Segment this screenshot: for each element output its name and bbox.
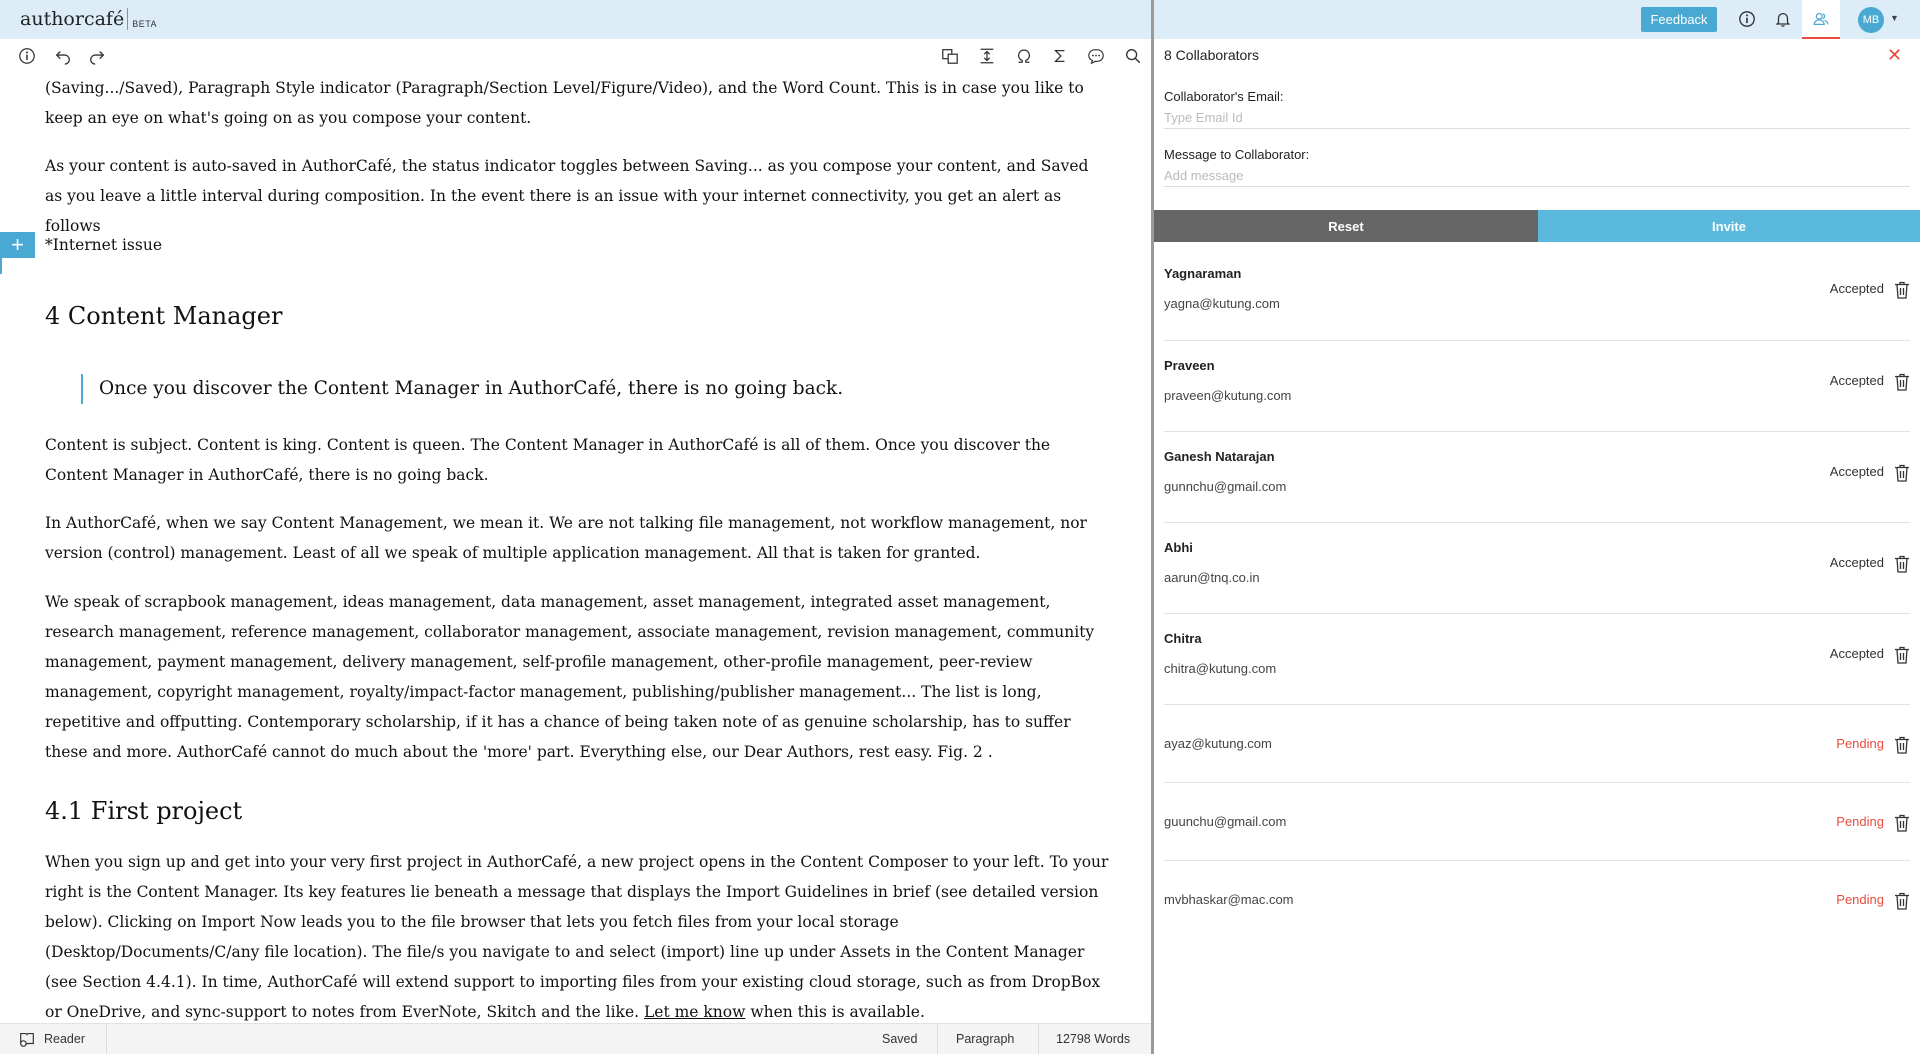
info-icon[interactable]	[16, 45, 38, 67]
collaborator-row	[1164, 783, 1910, 861]
collaborators-panel	[1154, 39, 1920, 1054]
reader-icon	[18, 1030, 36, 1048]
info-icon[interactable]	[1736, 8, 1758, 30]
collaborator-name: Praveen	[1164, 358, 1215, 373]
paragraph-style-indicator: Paragraph	[956, 1032, 1015, 1046]
top-bar	[0, 0, 1920, 39]
email-label: Collaborator's Email:	[1164, 89, 1284, 104]
status-badge: Accepted	[1829, 646, 1884, 661]
redo-icon[interactable]	[86, 45, 108, 67]
feedback-button[interactable]: Feedback	[1641, 7, 1717, 32]
status-badge: Accepted	[1829, 281, 1884, 296]
paragraph[interactable]	[45, 587, 1110, 767]
paragraph-text	[45, 847, 1110, 1022]
content-composer[interactable]	[0, 72, 1151, 1022]
bell-icon[interactable]	[1772, 8, 1794, 30]
collaborator-email: yagna@kutung.com	[1164, 296, 1280, 311]
brand-name: authorcafé	[20, 8, 125, 30]
divider	[1038, 1024, 1039, 1054]
paragraph-text-part: when this is available.	[745, 1003, 925, 1021]
paragraph[interactable]	[45, 73, 1110, 133]
add-block-button[interactable]: +	[0, 232, 35, 258]
collaborator-row	[1164, 249, 1910, 341]
user-avatar[interactable]: MB	[1858, 7, 1884, 33]
trash-icon[interactable]	[1894, 373, 1910, 391]
equation-icon[interactable]	[1049, 45, 1071, 67]
status-badge: Accepted	[1829, 464, 1884, 479]
collaborator-row	[1164, 341, 1910, 432]
word-count: 12798 Words	[1056, 1032, 1131, 1046]
trash-icon[interactable]	[1894, 646, 1910, 664]
collaborator-row	[1164, 614, 1910, 705]
collaborator-name: Ganesh Natarajan	[1164, 449, 1275, 464]
status-badge: Pending	[1836, 814, 1884, 829]
email-field[interactable]	[1164, 107, 1910, 129]
collaborator-email: aarun@tnq.co.in	[1164, 570, 1260, 585]
collaborator-name: Yagnaraman	[1164, 266, 1242, 281]
pull-quote[interactable]: Once you discover the Content Manager in AuthorCafé, there is no going back.	[81, 374, 843, 404]
trash-icon[interactable]	[1894, 555, 1910, 573]
collaborator-name: Abhi	[1164, 540, 1193, 555]
collaborator-email: praveen@kutung.com	[1164, 388, 1292, 403]
message-label: Message to Collaborator:	[1164, 147, 1310, 162]
brand-divider	[127, 8, 128, 30]
divider	[937, 1024, 938, 1054]
divider	[106, 1024, 107, 1054]
add-block-marker-line	[0, 258, 2, 274]
status-badge: Pending	[1836, 892, 1884, 907]
let-me-know-link[interactable]: Let me know	[643, 1003, 746, 1021]
paragraph[interactable]	[45, 430, 1110, 490]
collaborator-row	[1164, 523, 1910, 614]
comment-icon[interactable]	[1085, 45, 1107, 67]
paragraph[interactable]	[45, 508, 1110, 568]
panel-title: 8 Collaborators	[1164, 47, 1259, 63]
close-icon[interactable]: ✕	[1887, 45, 1903, 65]
collaborator-row	[1164, 861, 1910, 939]
paragraph[interactable]	[45, 230, 1110, 260]
trash-icon[interactable]	[1894, 814, 1910, 832]
undo-icon[interactable]	[52, 45, 74, 67]
collaborator-row	[1164, 432, 1910, 523]
collaborator-email: guunchu@gmail.com	[1164, 814, 1287, 829]
paragraph-text: As your content is auto-saved in AuthorCafé, the status indicator toggles between Saving... as you compose your content, and Saved as you leave a little interval during composition. In the event there is an issue with your internet connectivity, you get an alert as follows	[45, 157, 1089, 235]
collaborator-name: Chitra	[1164, 631, 1202, 646]
reader-button[interactable]	[18, 1030, 85, 1048]
trash-icon[interactable]	[1894, 736, 1910, 754]
search-icon[interactable]	[1122, 45, 1144, 67]
collaborator-email: chitra@kutung.com	[1164, 661, 1277, 676]
paragraph[interactable]	[45, 847, 1110, 1022]
status-badge: Accepted	[1829, 373, 1884, 388]
status-bar	[0, 1023, 1151, 1054]
collaborator-row	[1164, 705, 1910, 783]
section-heading[interactable]: 4 Content Manager	[45, 302, 283, 330]
paragraph[interactable]	[45, 151, 1110, 241]
status-badge: Pending	[1836, 736, 1884, 751]
paragraph-text: In AuthorCafé, when we say Content Management, we mean it. We are not talking file management, not workflow management, nor version (control) management. Least of all we speak of multiple application management. All that is taken for granted.	[45, 514, 1087, 562]
editor-toolbar	[0, 39, 1151, 72]
paragraph-text: (Saving.../Saved), Paragraph Style indicator (Paragraph/Section Level/Figure/Video), and the Word Count. This is in case you like to keep an eye on what's going on as you compose your content.	[45, 79, 1084, 127]
insert-break-icon[interactable]	[976, 45, 998, 67]
paragraph-text-part: When you sign up and get into your very first project in AuthorCafé, a new project opens in the Content Composer to your left. To your right is the Content Manager. Its key features lie beneath a message that displays the Import Guidelines in brief (see detailed version below). Clicking on Import Now leads you to the file browser that lets you fetch files from your local storage (Desktop/Documents/C/any file location). The file/s you navigate to and select (import) line up under Assets in the Content Manager (see Section 4.4.1). In time, AuthorCafé will extend support to importing files from your existing cloud storage, such as from DropBox or OneDrive, and sync-support to notes from EverNote, Skitch and the like.	[45, 853, 1109, 1021]
status-badge: Accepted	[1829, 555, 1884, 570]
save-status: Saved	[882, 1032, 918, 1046]
special-character-icon[interactable]	[1013, 45, 1035, 67]
invite-button[interactable]: Invite	[1538, 210, 1920, 242]
trash-icon[interactable]	[1894, 464, 1910, 482]
brand-logo[interactable]	[20, 8, 157, 30]
paragraph-text: We speak of scrapbook management, ideas management, data management, asset management, integrated asset management, research management, reference management, collaborator management, associate management, revision management, community management, payment management, delivery management, self-profile management, other-profile management, peer-review management, copyright management, royalty/impact-factor management, publishing/publisher management... The list is long, repetitive and offputting. Contemporary scholarship, if it has a chance of being taken note of as genuine scholarship, has to suffer these and more. AuthorCafé cannot do much about the 'more' part. Everything else, our Dear Authors, rest easy. Fig. 2 .	[45, 593, 1095, 761]
collaborator-email: ayaz@kutung.com	[1164, 736, 1272, 751]
trash-icon[interactable]	[1894, 892, 1910, 910]
paragraph-text: Content is subject. Content is king. Content is queen. The Content Manager in AuthorCafé is all of them. Once you discover the Content Manager in AuthorCafé, there is no going back.	[45, 436, 1051, 484]
reader-label: Reader	[44, 1032, 85, 1046]
trash-icon[interactable]	[1894, 281, 1910, 299]
beta-badge: BETA	[132, 18, 158, 29]
paragraph-text: *Internet issue	[45, 236, 162, 254]
reset-button[interactable]: Reset	[1154, 210, 1538, 242]
message-field[interactable]	[1164, 165, 1910, 187]
collaborator-email: mvbhaskar@mac.com	[1164, 892, 1294, 907]
subsection-heading[interactable]: 4.1 First project	[45, 797, 243, 825]
add-block-control[interactable]	[0, 232, 35, 262]
collaborators-icon[interactable]	[1802, 0, 1840, 39]
chevron-down-icon[interactable]: ▼	[1890, 13, 1899, 23]
collaborator-email: gunnchu@gmail.com	[1164, 479, 1287, 494]
insert-figure-icon[interactable]	[939, 45, 961, 67]
